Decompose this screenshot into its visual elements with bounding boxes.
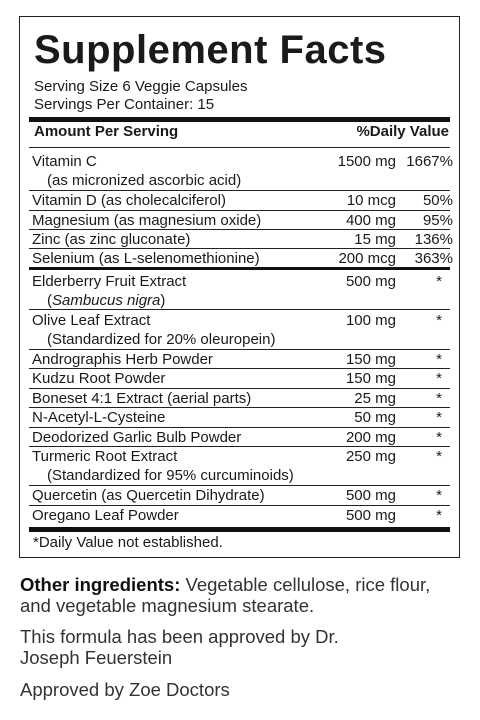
ingredient-name: Olive Leaf Extract	[32, 312, 151, 329]
header-rule	[29, 147, 450, 148]
thick-rule-bottom	[29, 527, 450, 532]
nutrient-name: Zinc (as zinc gluconate)	[32, 231, 191, 248]
serving-size: Serving Size 6 Veggie Capsules	[34, 78, 248, 95]
nutrient-name: Vitamin D (as cholecalciferol)	[32, 192, 226, 209]
ingredient-dv: *	[436, 351, 442, 368]
ingredient-amount: 100 mg	[345, 312, 396, 329]
other-ingredients	[20, 574, 465, 616]
amount-per-serving-header: Amount Per Serving	[34, 123, 179, 140]
ingredient-name: Kudzu Root Powder	[32, 370, 166, 387]
ingredient-dv: *	[436, 312, 442, 329]
ingredient-name: N-Acetyl-L-Cysteine	[32, 409, 166, 426]
ingredient-amount: 150 mg	[345, 351, 396, 368]
ingredient-amount: 200 mg	[345, 429, 396, 446]
ingredient-name: Quercetin (as Quercetin Dihydrate)	[32, 487, 265, 504]
nutrient-name: Selenium (as L-selenomethionine)	[32, 250, 260, 267]
ingredient-amount: 50 mg	[354, 409, 396, 426]
ingredient-dv: *	[436, 390, 442, 407]
ingredient-amount: 150 mg	[345, 370, 396, 387]
ingredient-detail: (Standardized for 95% curcuminoids)	[47, 467, 294, 484]
nutrient-amount: 200 mcg	[338, 250, 396, 267]
other-ingredients-label: Other ingredients:	[20, 574, 181, 595]
latin-name: Sambucus nigra	[52, 292, 161, 309]
nutrient-amount: 400 mg	[345, 212, 396, 229]
nutrient-dv: 95%	[422, 212, 453, 229]
other-ingredients-text: Vegetable cellulose, rice flour, and vegetable magnesium stearate.	[20, 574, 431, 616]
ingredient-amount: 500 mg	[345, 487, 396, 504]
ingredient-amount: 500 mg	[345, 507, 396, 524]
ingredient-name: Elderberry Fruit Extract	[32, 273, 187, 290]
nutrient-dv: 363%	[414, 250, 453, 267]
nutrient-name: Magnesium (as magnesium oxide)	[32, 212, 262, 229]
daily-value-header: %Daily Value	[356, 123, 449, 140]
panel-title: Supplement Facts	[34, 28, 387, 72]
ingredient-detail: (Standardized for 20% oleuropein)	[47, 331, 276, 348]
approved-by: Approved by Zoe Doctors	[20, 679, 230, 700]
nutrient-detail: (as micronized ascorbic acid)	[47, 172, 242, 189]
thick-rule-middle	[29, 267, 450, 270]
ingredient-amount: 250 mg	[345, 448, 396, 465]
row-divider	[29, 309, 450, 310]
ingredient-dv: *	[436, 429, 442, 446]
ingredient-dv: *	[436, 409, 442, 426]
ingredient-dv: *	[436, 487, 442, 504]
ingredient-detail: (Sambucus nigra)	[47, 292, 166, 309]
nutrient-amount: 15 mg	[354, 231, 396, 248]
ingredient-dv: *	[436, 273, 442, 290]
nutrient-dv: 136%	[414, 231, 453, 248]
daily-value-footnote: *Daily Value not established.	[33, 534, 223, 551]
ingredient-name: Deodorized Garlic Bulb Powder	[32, 429, 242, 446]
ingredient-dv: *	[436, 448, 442, 465]
nutrient-dv: 1667%	[406, 153, 453, 170]
ingredient-name: Turmeric Root Extract	[32, 448, 178, 465]
supplement-facts-panel	[19, 16, 460, 558]
nutrient-amount: 10 mcg	[346, 192, 396, 209]
ingredient-amount: 25 mg	[354, 390, 396, 407]
ingredient-name: Boneset 4:1 Extract (aerial parts)	[32, 390, 252, 407]
nutrient-dv: 50%	[422, 192, 453, 209]
ingredient-amount: 500 mg	[345, 273, 396, 290]
nutrient-name: Vitamin C	[32, 153, 97, 170]
ingredient-name: Oregano Leaf Powder	[32, 507, 179, 524]
ingredient-dv: *	[436, 370, 442, 387]
nutrient-amount: 1500 mg	[337, 153, 396, 170]
ingredient-dv: *	[436, 507, 442, 524]
servings-per-container: Servings Per Container: 15	[34, 96, 215, 113]
ingredient-name: Andrographis Herb Powder	[32, 351, 213, 368]
approval-statement: This formula has been approved by Dr. Joseph Feuerstein	[20, 626, 339, 668]
